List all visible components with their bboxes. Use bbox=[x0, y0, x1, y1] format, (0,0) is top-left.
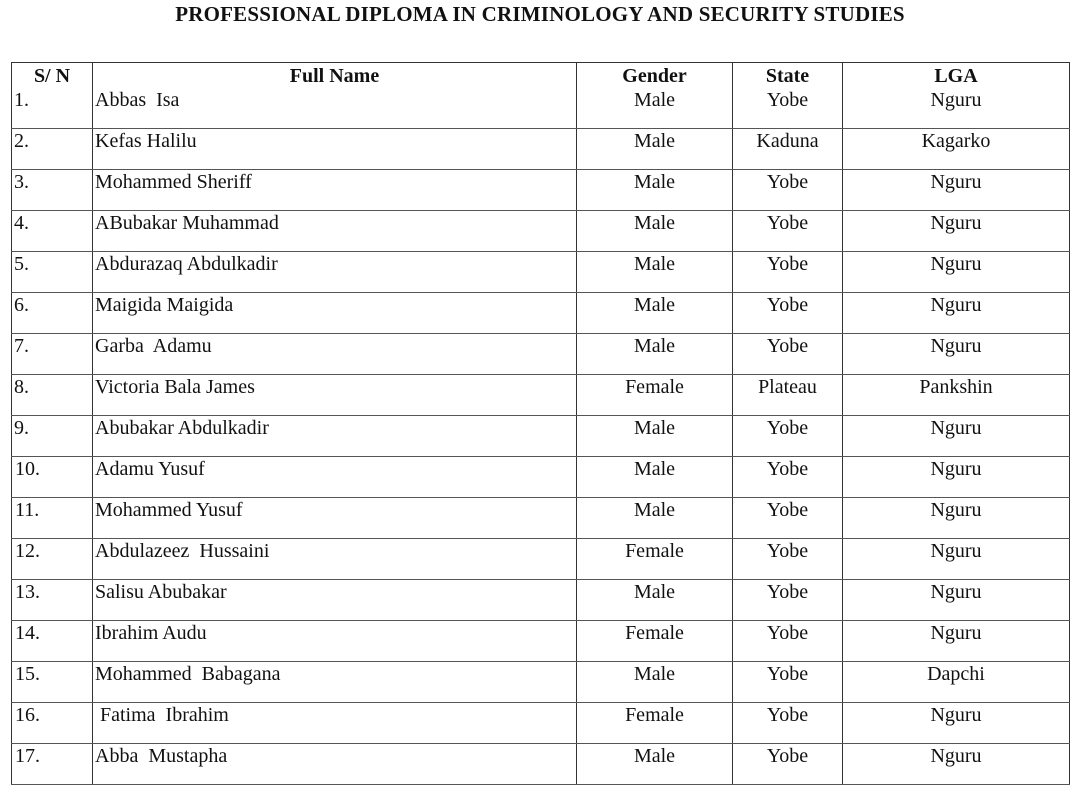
table-row bbox=[12, 88, 1070, 129]
table-row bbox=[12, 703, 1070, 744]
student-table bbox=[11, 62, 1070, 785]
cell-sn: 3. bbox=[12, 170, 93, 211]
column-header-full-name: Full Name bbox=[93, 63, 577, 89]
cell-lga: Nguru bbox=[843, 211, 1070, 252]
cell-gender: Male bbox=[577, 129, 733, 170]
column-header-lga: LGA bbox=[843, 63, 1070, 89]
cell-lga: Nguru bbox=[843, 498, 1070, 539]
cell-state: Yobe bbox=[733, 539, 843, 580]
cell-lga: Nguru bbox=[843, 88, 1070, 129]
column-header-gender: Gender bbox=[577, 63, 733, 89]
cell-state: Yobe bbox=[733, 498, 843, 539]
cell-lga: Nguru bbox=[843, 170, 1070, 211]
cell-lga: Nguru bbox=[843, 293, 1070, 334]
cell-gender: Male bbox=[577, 662, 733, 703]
cell-state: Plateau bbox=[733, 375, 843, 416]
cell-sn: 8. bbox=[12, 375, 93, 416]
cell-sn: 10. bbox=[12, 457, 93, 498]
cell-state: Yobe bbox=[733, 662, 843, 703]
cell-lga: Nguru bbox=[843, 457, 1070, 498]
cell-gender: Male bbox=[577, 88, 733, 129]
cell-full-name: Adamu Yusuf bbox=[93, 457, 577, 498]
column-header-state: State bbox=[733, 63, 843, 89]
cell-sn: 15. bbox=[12, 662, 93, 703]
cell-sn: 17. bbox=[12, 744, 93, 785]
table-row bbox=[12, 293, 1070, 334]
cell-state: Yobe bbox=[733, 88, 843, 129]
cell-state: Yobe bbox=[733, 744, 843, 785]
table-row bbox=[12, 211, 1070, 252]
table-row bbox=[12, 457, 1070, 498]
cell-state: Yobe bbox=[733, 252, 843, 293]
cell-gender: Male bbox=[577, 580, 733, 621]
cell-state: Yobe bbox=[733, 170, 843, 211]
cell-sn: 4. bbox=[12, 211, 93, 252]
table-row bbox=[12, 662, 1070, 703]
cell-gender: Female bbox=[577, 539, 733, 580]
cell-state: Yobe bbox=[733, 457, 843, 498]
cell-lga: Kagarko bbox=[843, 129, 1070, 170]
cell-gender: Male bbox=[577, 293, 733, 334]
cell-full-name: Abba Mustapha bbox=[93, 744, 577, 785]
cell-gender: Male bbox=[577, 170, 733, 211]
cell-sn: 14. bbox=[12, 621, 93, 662]
cell-gender: Male bbox=[577, 334, 733, 375]
cell-gender: Female bbox=[577, 703, 733, 744]
cell-full-name: Abubakar Abdulkadir bbox=[93, 416, 577, 457]
table-row bbox=[12, 498, 1070, 539]
table-row bbox=[12, 252, 1070, 293]
cell-full-name: Maigida Maigida bbox=[93, 293, 577, 334]
cell-full-name: Kefas Halilu bbox=[93, 129, 577, 170]
cell-sn: 1. bbox=[12, 88, 93, 129]
cell-state: Yobe bbox=[733, 416, 843, 457]
cell-full-name: Fatima Ibrahim bbox=[93, 703, 577, 744]
cell-gender: Male bbox=[577, 416, 733, 457]
cell-lga: Nguru bbox=[843, 252, 1070, 293]
cell-lga: Nguru bbox=[843, 580, 1070, 621]
cell-full-name: Abdulazeez Hussaini bbox=[93, 539, 577, 580]
table-row bbox=[12, 539, 1070, 580]
cell-lga: Nguru bbox=[843, 334, 1070, 375]
cell-sn: 11. bbox=[12, 498, 93, 539]
table-row bbox=[12, 334, 1070, 375]
table-row bbox=[12, 375, 1070, 416]
cell-state: Yobe bbox=[733, 580, 843, 621]
cell-full-name: Mohammed Yusuf bbox=[93, 498, 577, 539]
cell-gender: Male bbox=[577, 457, 733, 498]
cell-lga: Nguru bbox=[843, 621, 1070, 662]
cell-gender: Female bbox=[577, 621, 733, 662]
cell-sn: 5. bbox=[12, 252, 93, 293]
table-body bbox=[12, 88, 1070, 785]
cell-sn: 9. bbox=[12, 416, 93, 457]
cell-full-name: ABubakar Muhammad bbox=[93, 211, 577, 252]
cell-sn: 6. bbox=[12, 293, 93, 334]
cell-sn: 16. bbox=[12, 703, 93, 744]
cell-gender: Male bbox=[577, 744, 733, 785]
table-row bbox=[12, 416, 1070, 457]
table-row bbox=[12, 170, 1070, 211]
cell-sn: 2. bbox=[12, 129, 93, 170]
document-title: PROFESSIONAL DIPLOMA IN CRIMINOLOGY AND SECURITY STUDIES bbox=[175, 2, 905, 26]
cell-state: Yobe bbox=[733, 703, 843, 744]
table-row bbox=[12, 129, 1070, 170]
cell-gender: Female bbox=[577, 375, 733, 416]
cell-full-name: Garba Adamu bbox=[93, 334, 577, 375]
cell-sn: 12. bbox=[12, 539, 93, 580]
cell-sn: 7. bbox=[12, 334, 93, 375]
cell-lga: Nguru bbox=[843, 744, 1070, 785]
cell-gender: Male bbox=[577, 252, 733, 293]
cell-state: Yobe bbox=[733, 293, 843, 334]
cell-gender: Male bbox=[577, 211, 733, 252]
cell-sn: 13. bbox=[12, 580, 93, 621]
cell-full-name: Salisu Abubakar bbox=[93, 580, 577, 621]
cell-state: Yobe bbox=[733, 211, 843, 252]
cell-gender: Male bbox=[577, 498, 733, 539]
table-header-row bbox=[12, 63, 1070, 89]
cell-full-name: Mohammed Sheriff bbox=[93, 170, 577, 211]
cell-state: Yobe bbox=[733, 334, 843, 375]
table-row bbox=[12, 580, 1070, 621]
cell-state: Kaduna bbox=[733, 129, 843, 170]
cell-full-name: Victoria Bala James bbox=[93, 375, 577, 416]
cell-lga: Nguru bbox=[843, 703, 1070, 744]
cell-lga: Nguru bbox=[843, 539, 1070, 580]
cell-state: Yobe bbox=[733, 621, 843, 662]
table-row bbox=[12, 744, 1070, 785]
cell-full-name: Abdurazaq Abdulkadir bbox=[93, 252, 577, 293]
table-row bbox=[12, 621, 1070, 662]
cell-full-name: Ibrahim Audu bbox=[93, 621, 577, 662]
cell-lga: Nguru bbox=[843, 416, 1070, 457]
cell-lga: Pankshin bbox=[843, 375, 1070, 416]
column-header-sn: S/ N bbox=[12, 63, 93, 89]
cell-full-name: Mohammed Babagana bbox=[93, 662, 577, 703]
cell-lga: Dapchi bbox=[843, 662, 1070, 703]
cell-full-name: Abbas Isa bbox=[93, 88, 577, 129]
